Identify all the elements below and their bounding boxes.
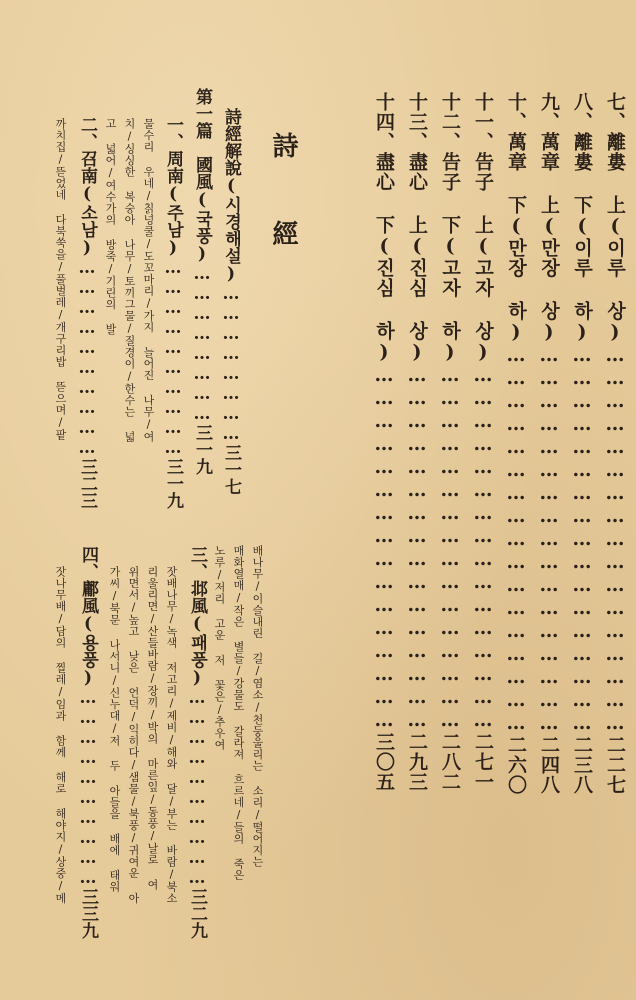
yongfeng-poem-list-1: 잣나무배/담의 찔레/임과 함께 해로 해야지/상중/메 [54, 566, 67, 904]
toc-page-number: 三三九 [78, 888, 98, 939]
beifeng-poem-list-3: 위면서/높고 낮은 언덕/익히다/샘물/북풍/귀여운 아 [127, 566, 140, 904]
toc-jieshuo [222, 108, 239, 508]
toc-page-number: 二三八 [571, 735, 593, 795]
toc-entry-text: 十、萬章 下(만장 하)…………………………………………… [505, 92, 527, 735]
toc-entry-text: 第一篇 國風(국풍)…………………… [192, 88, 212, 424]
section-title: 詩 經 [268, 132, 298, 264]
shaonan-poem-list-1: 까치집/뜯었네 다북쑥을/풀벌레/개구리밥 뜯으며/팥 [54, 118, 67, 441]
shaonan-poem-list-2: 배나무/이슬내린 길/염소/천둥울리는 소리/떨어지는 [251, 545, 264, 868]
toc-entry-wanzhang-2 [506, 92, 525, 942]
beifeng-poem-list-1: 잣배나무/녹색 저고리/제비/해와 달/부는 바람/북소 [165, 566, 178, 904]
toc-entry-text: 十三、盡心 上(진심 상)………………………………………… [406, 92, 428, 732]
beifeng-poem-list-4: 가씨/북문 나서니/신누대/저 두 아들을 배에 태워 [108, 566, 121, 893]
beifeng-poem-list-2: 리울리면/산들바람/장끼/박의 마른잎/동풍/날로 여 [146, 566, 159, 891]
toc-entry-lilou-2 [572, 92, 591, 942]
toc-entry-text: 三、邶風(패풍)………………………… [187, 546, 207, 888]
shaonan-poem-list-3: 매화열매/작은 별들/강물도 갈라져 흐르네/들의 죽은 [232, 545, 245, 881]
toc-entry-lilou-1 [605, 92, 624, 942]
toc-entry-gaozi-2 [440, 92, 459, 942]
toc-entry-text: 十二、告子 下(고자 하)………………………………………… [439, 92, 461, 732]
toc-entry-text: 九、萬章 上(만장 상)…………………………………………… [538, 92, 560, 735]
toc-page-number: 三一七 [221, 444, 241, 495]
toc-page-number: 二九三 [406, 732, 428, 792]
toc-shaonan [78, 116, 95, 508]
shaonan-poem-list-4: 노루/저리 고운 저 꽃은/추우여 [213, 545, 226, 751]
toc-page-number: 二四八 [538, 735, 560, 795]
toc-entry-jinxin-1 [407, 92, 426, 942]
toc-page-number: 三二三 [77, 458, 97, 509]
toc-page-number: 二六〇 [505, 735, 527, 795]
toc-page-number: 三二九 [187, 888, 207, 939]
toc-entry-gaozi-1 [473, 92, 492, 942]
toc-page-number: 二八二 [439, 732, 461, 792]
toc-entry-text: 二、召南(소남)………………………… [77, 116, 97, 458]
zhounan-poem-list-2: 치/싱싱한 복숭아 나무/토끼그물/질경이/한수는 넓 [123, 118, 136, 443]
toc-beifeng [188, 546, 205, 940]
toc-entry-text: 七、離婁 上(이루 상)…………………………………………… [604, 92, 626, 735]
toc-entry-jinxin-2 [374, 92, 393, 942]
toc-page-number: 二二七 [604, 735, 626, 795]
toc-page-number: 二七一 [472, 732, 494, 792]
toc-entry-text: 十一、告子 上(고자 상)………………………………………… [472, 92, 494, 732]
toc-entry-text: 詩經解說(시경해설)…………………… [221, 108, 241, 444]
toc-zhounan [164, 116, 181, 508]
toc-entry-text: 一、周南(주남)………………………… [163, 116, 183, 458]
toc-entry-text: 十四、盡心 下(진심 하)………………………………………… [373, 92, 395, 732]
toc-page-number: 三一九 [192, 424, 212, 475]
toc-entry-text: 八、離婁 下(이루 하)…………………………………………… [571, 92, 593, 735]
toc-page-number: 三〇五 [373, 732, 395, 792]
toc-page-number: 三一九 [163, 458, 183, 509]
toc-entry-text: 四、鄘風(용풍)………………………… [78, 546, 98, 888]
zhounan-poem-list-1: 물수리 우네/칡넝쿨/도꼬마리/가지 늘어진 나무/여 [142, 118, 155, 443]
toc-yongfeng [79, 546, 96, 940]
toc-entry-wanzhang-1 [539, 92, 558, 942]
toc-part-guofeng [193, 88, 210, 508]
zhounan-poem-list-3: 고 넓어/여수가의 방죽/기린의 발 [104, 118, 117, 335]
